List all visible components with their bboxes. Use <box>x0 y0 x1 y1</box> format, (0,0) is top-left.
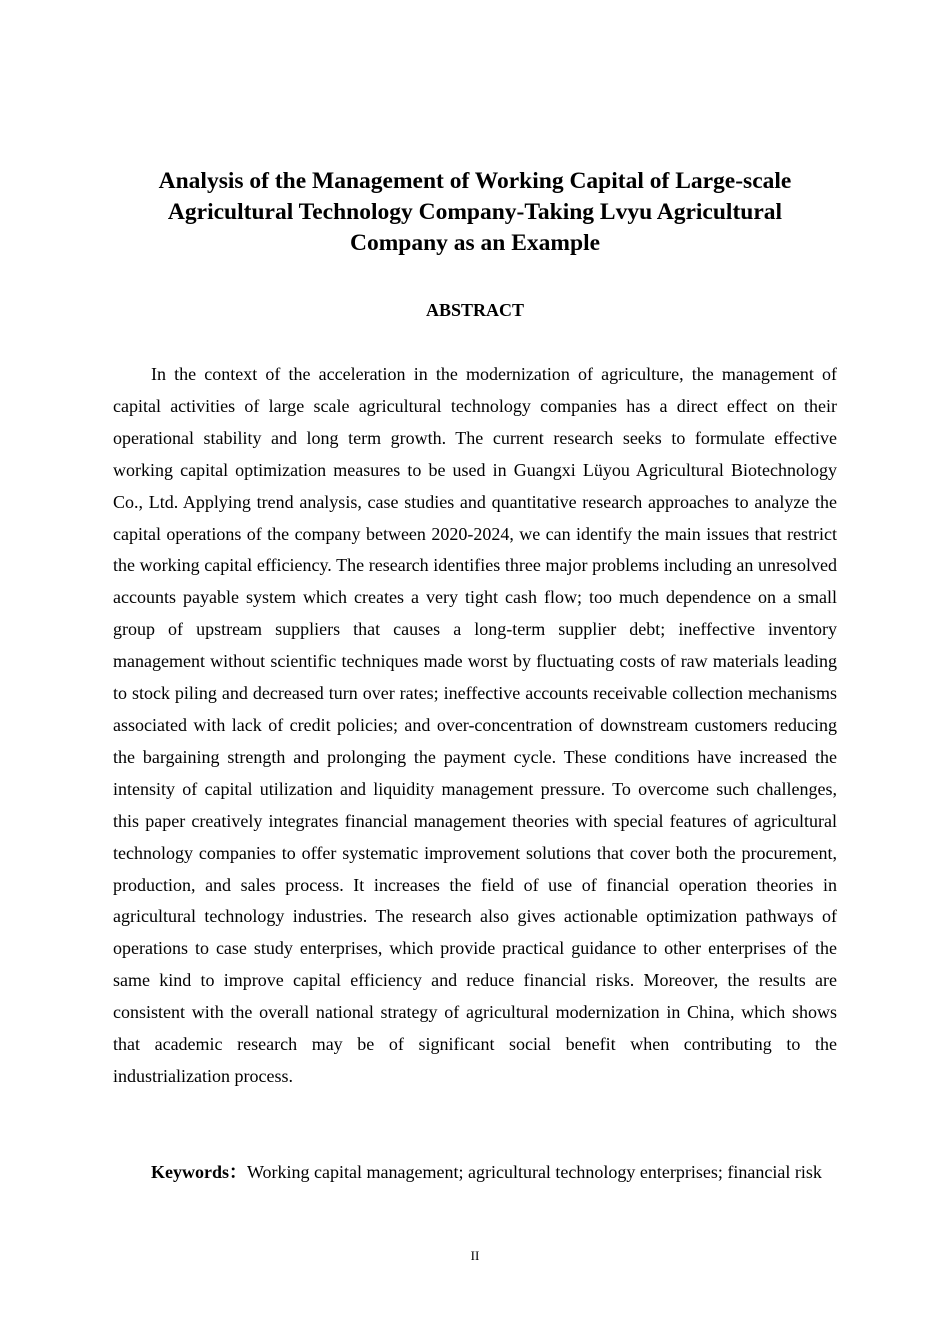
keywords-text: Working capital management; agricultural technology enterprises; financial risk <box>247 1162 822 1182</box>
paper-title <box>100 166 850 259</box>
abstract-paragraph: In the context of the acceleration in the modernization of agriculture, the management of capital activities of large scale agricultural technology companies has a direct effect on their operational stability and long term growth. The current research seeks to formulate effective working capital optimization measures to be used in Guangxi Lüyou Agricultural Biotechnology Co., Ltd. Applying trend analysis, case studies and quantitative research approaches to analyze the capital operations of the company between 2020-2024, we can identify the main issues that restrict the working capital efficiency. The research identifies three major problems including an unresolved accounts payable system which creates a very tight cash flow; too much dependence on a small group of upstream suppliers that causes a long-term supplier debt; ineffective inventory management without scientific techniques made worst by fluctuating costs of raw materials leading to stock piling and decreased turn over rates; ineffective accounts receivable collection mechanisms associated with lack of credit policies; and over-concentration of downstream customers reducing the bargaining strength and prolonging the payment cycle. These conditions have increased the intensity of capital utilization and liquidity management pressure. To overcome such challenges, this paper creatively integrates financial management theories with special features of agricultural technology companies to offer systematic improvement solutions that cover both the procurement, production, and sales process. It increases the field of use of financial operation theories in agricultural technology industries. The research also gives actionable optimization pathways of operations to case study enterprises, which provide practical guidance to other enterprises of the same kind to improve capital efficiency and reduce financial risks. Moreover, the results are consistent with the overall national strategy of agricultural modernization in China, which shows that academic research may be of significant social benefit when contributing to the industrialization process. <box>113 364 837 1086</box>
keywords-label: Keywords： <box>151 1162 247 1182</box>
page-number: II <box>470 1248 480 1263</box>
abstract-heading: ABSTRACT <box>425 300 525 320</box>
title-line-1: Analysis of the Management of Working Capital of Large-scale <box>158 168 792 194</box>
keywords-paragraph <box>113 1156 837 1188</box>
title-line-2: Agricultural Technology Company-Taking Lvyu Agricultural <box>167 199 783 225</box>
title-line-3: Company as an Example <box>349 230 601 256</box>
